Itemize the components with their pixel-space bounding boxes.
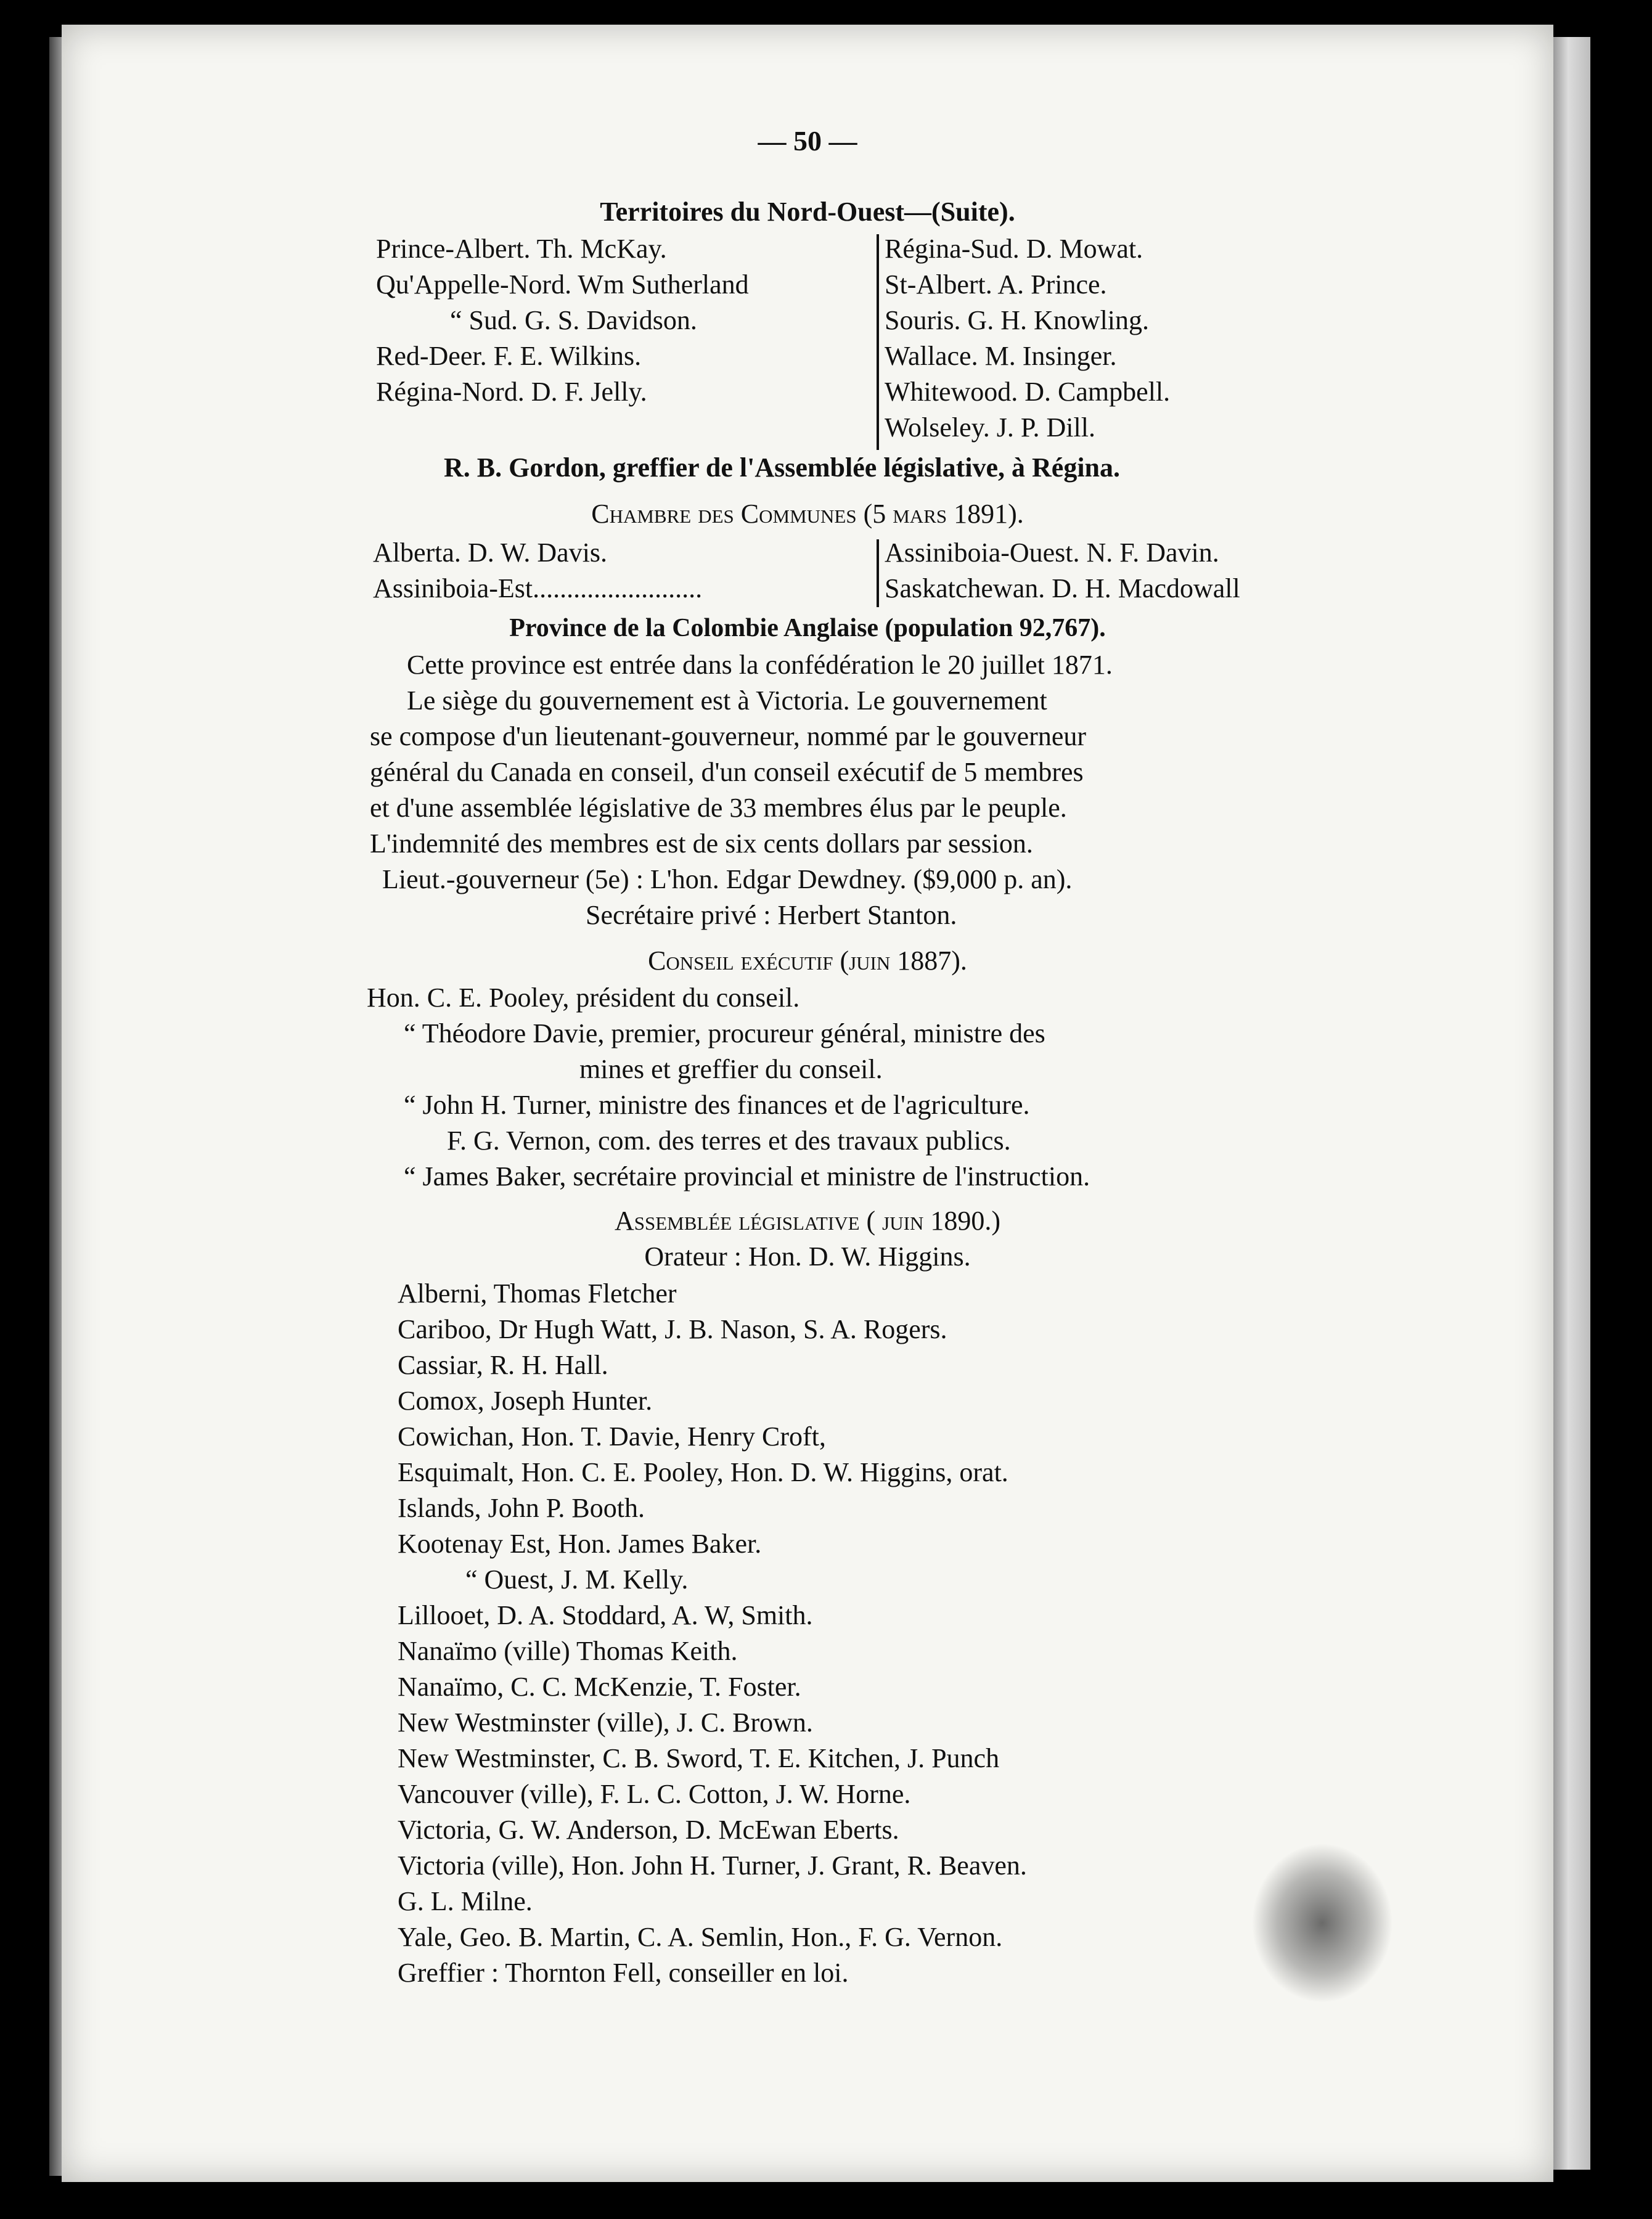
list-item: Régina-Sud. D. Mowat. <box>885 234 1143 264</box>
commons-heading: Chambre des Communes (5 mars 1891). <box>591 499 1024 529</box>
list-item: mines et greffier du conseil. <box>579 1054 883 1084</box>
list-item: Wolseley. J. P. Dill. <box>885 412 1095 443</box>
list-item: “ John H. Turner, ministre des finances et de l'agriculture. <box>404 1090 1030 1120</box>
clerk: Greffier : Thornton Fell, conseiller en loi. <box>398 1958 849 1988</box>
list-item: Nanaïmo (ville) Thomas Keith. <box>398 1636 738 1666</box>
list-item: Vancouver (ville), F. L. C. Cotton, J. W. Horne. <box>398 1779 911 1809</box>
list-item: Kootenay Est, Hon. James Baker. <box>398 1529 762 1559</box>
territories-heading: Territoires du Nord-Ouest—(Suite). <box>600 197 1015 227</box>
list-item: Islands, John P. Booth. <box>398 1493 645 1523</box>
list-item: Yale, Geo. B. Martin, C. A. Semlin, Hon., F. G. Vernon. <box>398 1922 1003 1952</box>
list-item: Cassiar, R. H. Hall. <box>398 1350 608 1380</box>
list-item: Cariboo, Dr Hugh Watt, J. B. Nason, S. A. Rogers. <box>398 1314 947 1344</box>
list-item: Nanaïmo, C. C. McKenzie, T. Foster. <box>398 1672 801 1702</box>
list-item: Comox, Joseph Hunter. <box>398 1386 653 1416</box>
ink-smudge <box>1251 1843 1393 2003</box>
page <box>62 25 1553 2182</box>
list-item: Assiniboia-Est......................... <box>373 573 703 603</box>
list-item: “ James Baker, secrétaire provincial et ministre de l'instruction. <box>404 1161 1090 1191</box>
list-item: G. L. Milne. <box>398 1886 533 1916</box>
list-item: Victoria (ville), Hon. John H. Turner, J. Grant, R. Beaven. <box>398 1850 1027 1881</box>
right-page-edge <box>1553 37 1590 2170</box>
list-item: “ Sud. G. S. Davidson. <box>450 305 697 335</box>
paragraph-line: général du Canada en conseil, d'un conseil exécutif de 5 membres <box>370 757 1084 787</box>
list-item: Assiniboia-Ouest. N. F. Davin. <box>885 537 1219 568</box>
page-content <box>62 25 1553 2182</box>
list-item: Wallace. M. Insinger. <box>885 341 1117 371</box>
list-item: Cowichan, Hon. T. Davie, Henry Croft, <box>398 1421 826 1452</box>
list-item: “ Ouest, J. M. Kelly. <box>465 1564 689 1595</box>
list-item: New Westminster, C. B. Sword, T. E. Kitchen, J. Punch <box>398 1743 1000 1773</box>
list-item: Hon. C. E. Pooley, président du conseil. <box>367 983 800 1013</box>
paragraph-line: se compose d'un lieutenant-gouverneur, nommé par le gouverneur <box>370 721 1087 751</box>
paragraph-line: Le siège du gouvernement est à Victoria. Le gouvernement <box>407 685 1047 716</box>
bc-heading: Province de la Colombie Anglaise (population 92,767). <box>509 614 1106 642</box>
speaker: Orateur : Hon. D. W. Higgins. <box>644 1241 971 1272</box>
column-divider <box>877 539 879 607</box>
list-item: Victoria, G. W. Anderson, D. McEwan Eberts. <box>398 1815 899 1845</box>
list-item: “ Théodore Davie, premier, procureur général, ministre des <box>404 1018 1045 1048</box>
lieutenant-governor: Lieut.-gouverneur (5e) : L'hon. Edgar Dewdney. ($9,000 p. an). <box>382 864 1073 894</box>
list-item: Whitewood. D. Campbell. <box>885 377 1171 407</box>
list-item: Red-Deer. F. E. Wilkins. <box>376 341 642 371</box>
list-item: Esquimalt, Hon. C. E. Pooley, Hon. D. W. Higgins, orat. <box>398 1457 1008 1487</box>
paragraph-line: et d'une assemblée législative de 33 membres élus par le peuple. <box>370 793 1067 823</box>
territories-clerk: R. B. Gordon, greffier de l'Assemblée législative, à Régina. <box>444 452 1121 483</box>
paragraph-line: L'indemnité des membres est de six cents dollars par session. <box>370 828 1033 859</box>
council-heading: Conseil exécutif (juin 1887). <box>648 946 967 976</box>
private-secretary: Secrétaire privé : Herbert Stanton. <box>586 900 957 930</box>
list-item: New Westminster (ville), J. C. Brown. <box>398 1707 813 1738</box>
list-item: Qu'Appelle-Nord. Wm Sutherland <box>376 269 749 300</box>
list-item: Prince-Albert. Th. McKay. <box>376 234 667 264</box>
list-item: Souris. G. H. Knowling. <box>885 305 1150 335</box>
list-item: Alberta. D. W. Davis. <box>373 537 608 568</box>
list-item: F. G. Vernon, com. des terres et des travaux publics. <box>447 1126 1011 1156</box>
list-item: Alberni, Thomas Fletcher <box>398 1278 677 1309</box>
list-item: Saskatchewan. D. H. Macdowall <box>885 573 1240 603</box>
assembly-heading: Assemblée législative ( juin 1890.) <box>614 1206 1000 1236</box>
list-item: Régina-Nord. D. F. Jelly. <box>376 377 647 407</box>
page-number: — 50 — <box>758 125 857 157</box>
paragraph-line: Cette province est entrée dans la confédération le 20 juillet 1871. <box>407 650 1113 680</box>
column-divider <box>877 234 879 450</box>
list-item: Lillooet, D. A. Stoddard, A. W, Smith. <box>398 1600 813 1630</box>
list-item: St-Albert. A. Prince. <box>885 269 1107 300</box>
